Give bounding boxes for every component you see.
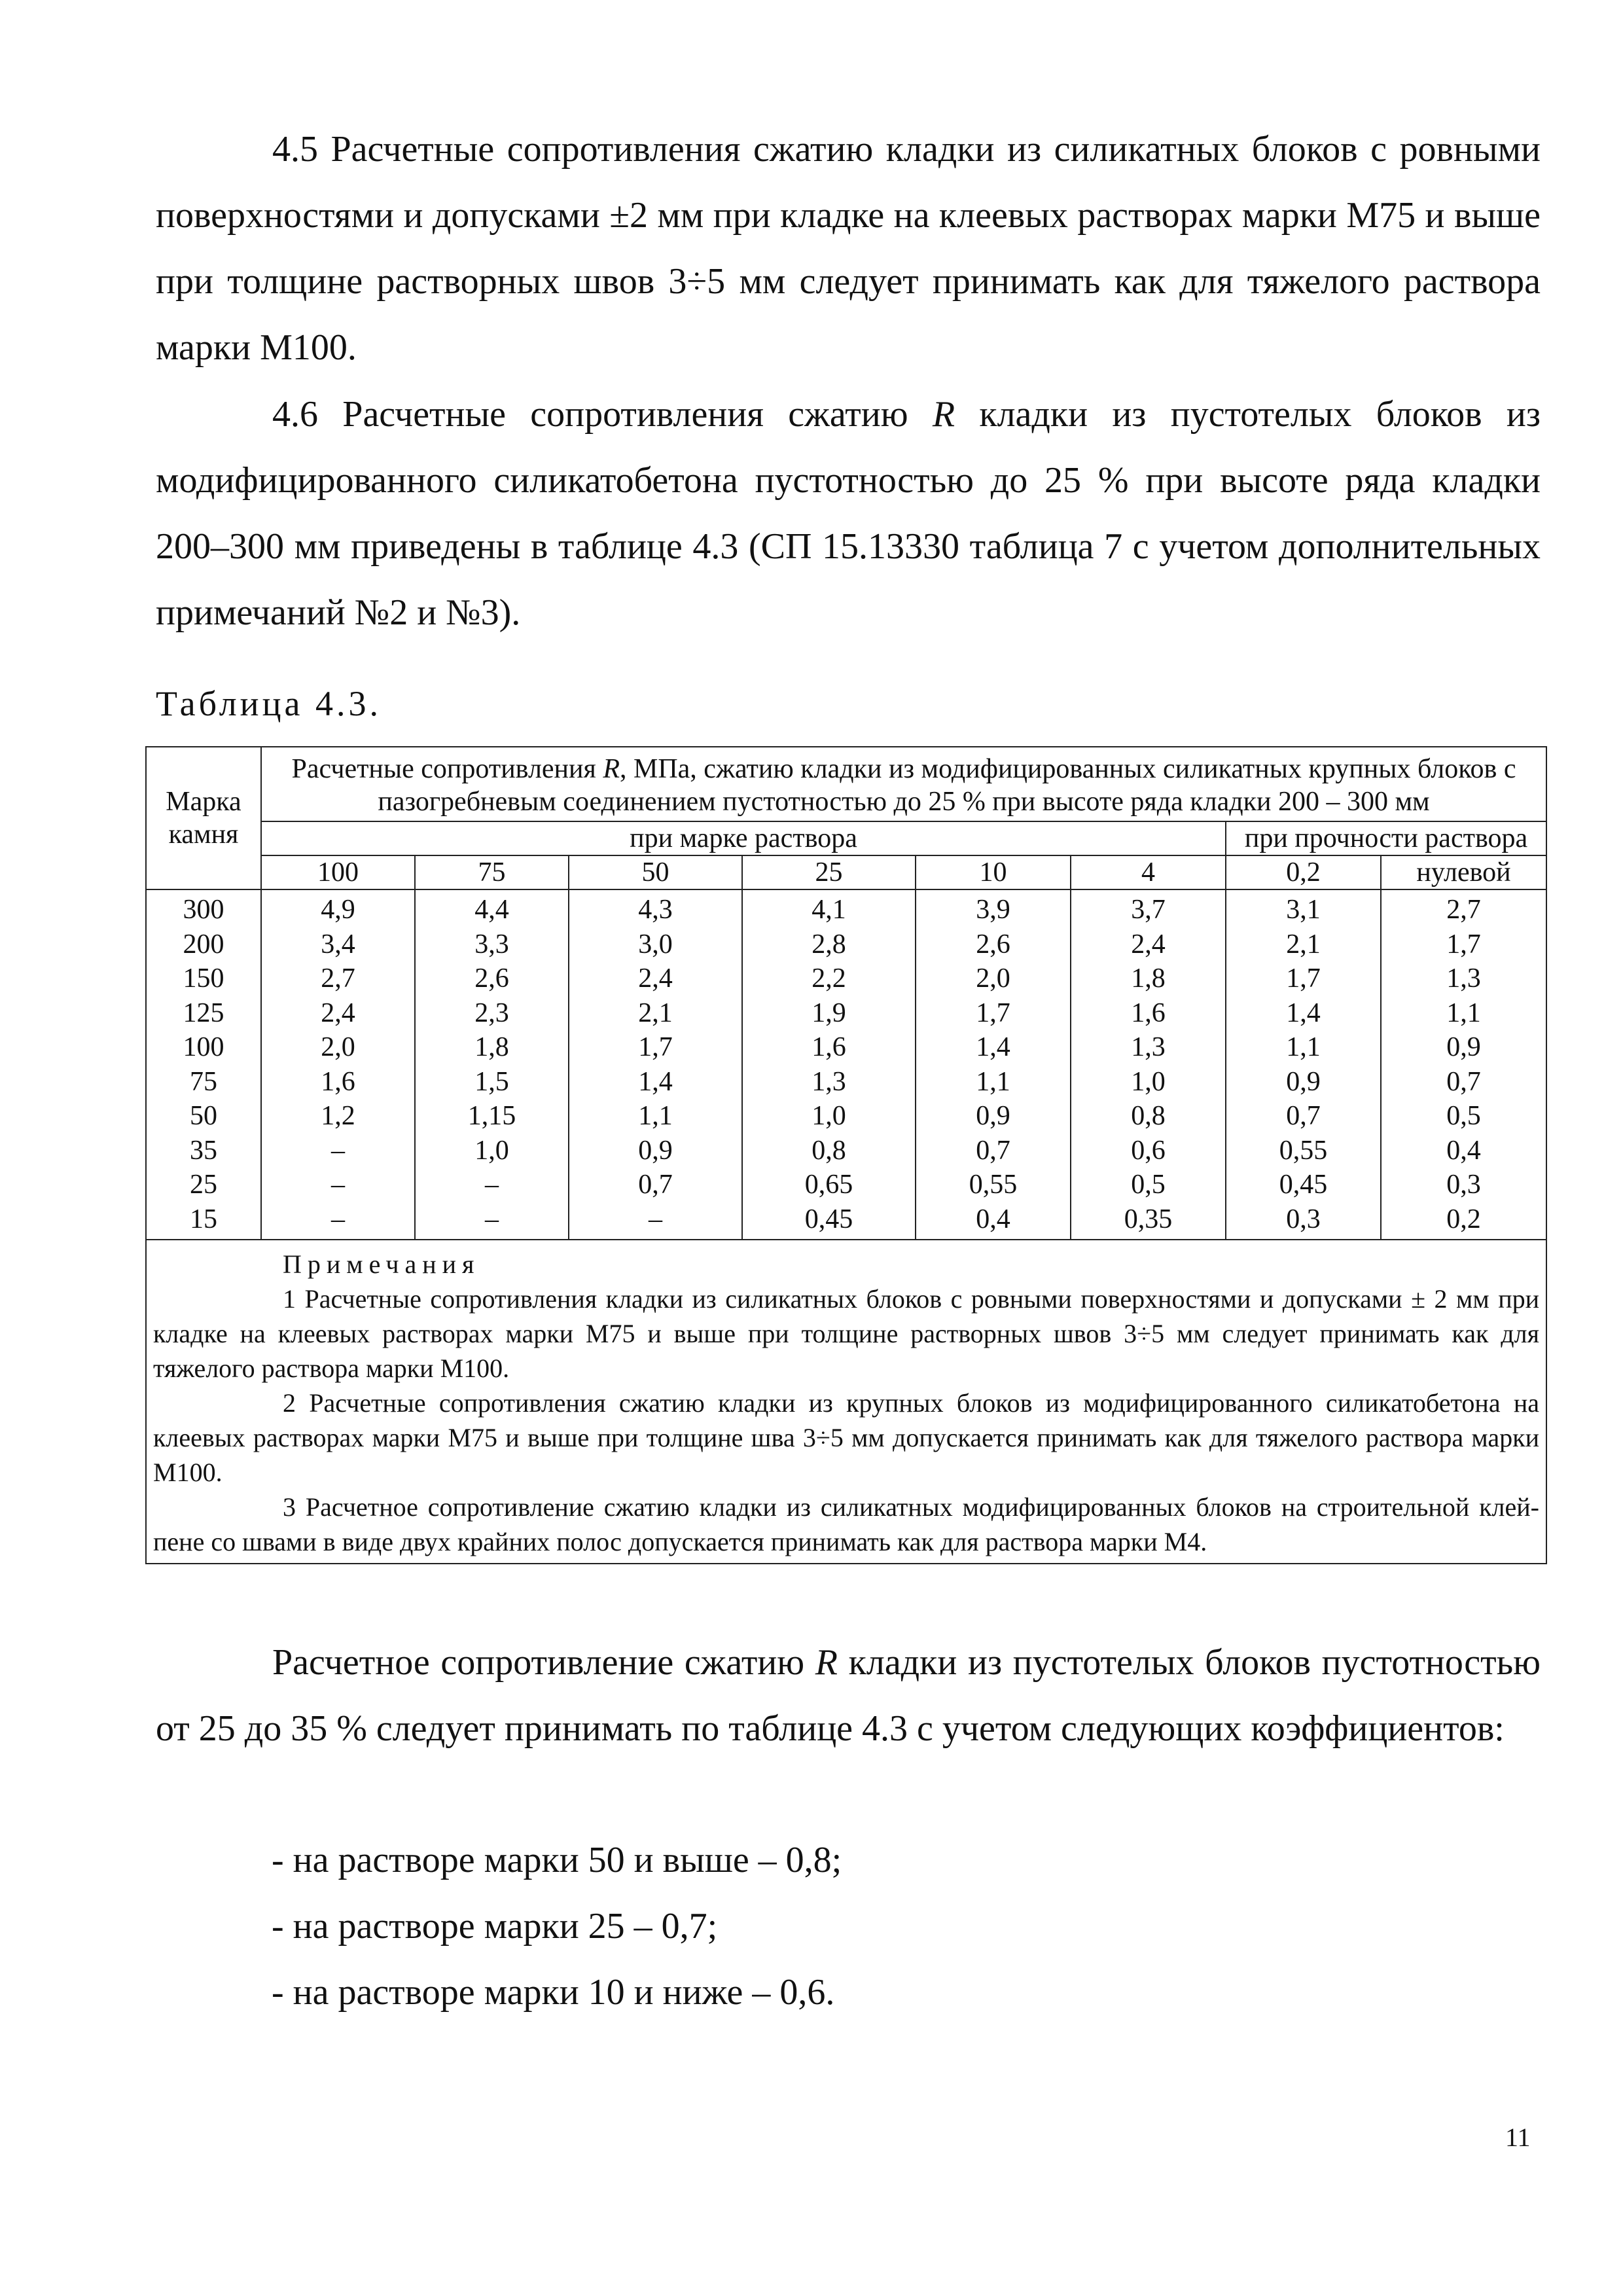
table-cell: 2,6 xyxy=(415,961,569,996)
table-cell: 1,0 xyxy=(742,1099,916,1134)
stone-grade-cell: 35 xyxy=(146,1134,261,1168)
table-cell: 1,9 xyxy=(742,996,916,1031)
paragraph-4-5: 4.5 Расчетные сопротивления сжатию кладки из силикатных блоков с ровными поверхностями и допусками ±2 мм при кладке на клеевых растворах марки М75 и выше при толщине растворных швов 3÷5 мм следует принимать как для тяжелого раствора марки М100. xyxy=(156,129,1541,368)
table-caption: Таблица 4.3. xyxy=(156,684,382,723)
table-cell: 1,4 xyxy=(569,1065,742,1100)
table-cell: 2,7 xyxy=(261,961,415,996)
table-cell: 1,3 xyxy=(1071,1030,1226,1065)
coefficient-item-1: - на растворе марки 50 и выше – 0,8; xyxy=(272,1840,842,1880)
table-cell: 0,7 xyxy=(1226,1099,1381,1134)
table-row xyxy=(146,927,1546,962)
table-cell: 4,4 xyxy=(415,889,569,927)
table-cell: 1,4 xyxy=(916,1030,1071,1065)
table-cell: 2,4 xyxy=(1071,927,1226,962)
table-cell: 0,8 xyxy=(742,1134,916,1168)
table-row xyxy=(146,1202,1546,1240)
table-cell: 0,9 xyxy=(1381,1030,1546,1065)
table-cell: 1,7 xyxy=(1381,927,1546,962)
page-number: 11 xyxy=(1505,2123,1531,2152)
table-cell: 3,1 xyxy=(1226,889,1381,927)
note-2: 2 Расчетные сопротивления сжатию кладки из крупных блоков из модифицированного силикатобетона на клеевых растворах марки М75 и выше при толщине шва 3÷5 мм допускается принимать как для тяжелого раствора марки М100. xyxy=(153,1388,1539,1487)
table-cell: 1,7 xyxy=(569,1030,742,1065)
stone-grade-cell: 125 xyxy=(146,996,261,1031)
table-cell: 0,3 xyxy=(1226,1202,1381,1240)
table-row xyxy=(146,1134,1546,1168)
table-cell: – xyxy=(261,1168,415,1202)
mortar-strength-header: при прочности раствора xyxy=(1226,821,1546,855)
table-cell: 2,8 xyxy=(742,927,916,962)
table-cell: 0,6 xyxy=(1071,1134,1226,1168)
table-row xyxy=(146,1065,1546,1100)
table-cell: 1,1 xyxy=(569,1099,742,1134)
table-cell: 0,55 xyxy=(916,1168,1071,1202)
table-cell: 1,1 xyxy=(1226,1030,1381,1065)
table-cell: 1,8 xyxy=(1071,961,1226,996)
table-cell: 0,5 xyxy=(1381,1099,1546,1134)
table-cell: 2,2 xyxy=(742,961,916,996)
table-cell: 0,7 xyxy=(1381,1065,1546,1100)
table-cell: 1,6 xyxy=(742,1030,916,1065)
column-header: 25 xyxy=(742,855,916,889)
column-header: 100 xyxy=(261,855,415,889)
stone-grade-cell: 100 xyxy=(146,1030,261,1065)
stone-grade-header: Марка камня xyxy=(146,747,261,889)
table-cell: 0,8 xyxy=(1071,1099,1226,1134)
table-cell: 1,0 xyxy=(415,1134,569,1168)
table-cell: 4,1 xyxy=(742,889,916,927)
table-cell: 3,0 xyxy=(569,927,742,962)
table-cell: 1,3 xyxy=(742,1065,916,1100)
table-row xyxy=(146,1168,1546,1202)
notes-title: Примечания xyxy=(283,1249,480,1279)
table-cell: – xyxy=(569,1202,742,1240)
table-cell: 0,45 xyxy=(742,1202,916,1240)
table-cell: 0,45 xyxy=(1226,1168,1381,1202)
table-cell: 2,4 xyxy=(569,961,742,996)
table-row xyxy=(146,996,1546,1031)
stone-grade-cell: 25 xyxy=(146,1168,261,1202)
table-cell: 2,6 xyxy=(916,927,1071,962)
table-4-3 xyxy=(145,746,1547,1564)
table-cell: – xyxy=(415,1168,569,1202)
stone-grade-cell: 200 xyxy=(146,927,261,962)
table-cell: 0,3 xyxy=(1381,1168,1546,1202)
table-cell: 1,6 xyxy=(261,1065,415,1100)
table-cell: 3,3 xyxy=(415,927,569,962)
table-cell: 1,7 xyxy=(1226,961,1381,996)
column-header: нулевой xyxy=(1381,855,1546,889)
table-cell: 0,4 xyxy=(916,1202,1071,1240)
table-cell: 2,4 xyxy=(261,996,415,1031)
table-cell: 1,2 xyxy=(261,1099,415,1134)
table-cell: 2,1 xyxy=(1226,927,1381,962)
table-cell: 0,35 xyxy=(1071,1202,1226,1240)
note-3: 3 Расчетное сопротивление сжатию кладки из силикатных модифицированных блоков на строительной клей-пене со швами в виде двух крайних полос допускается принимать как для раствора марки М4. xyxy=(153,1492,1539,1556)
table-cell: 1,0 xyxy=(1071,1065,1226,1100)
table-notes xyxy=(146,1240,1546,1564)
note-1: 1 Расчетные сопротивления кладки из силикатных блоков с ровными поверхностями и допусками ± 2 мм при кладке на клеевых растворах марки М75 и выше при толщине растворных швов 3÷5 мм следует принимать как для тяжелого раствора марки М100. xyxy=(153,1284,1539,1383)
table-cell: 0,65 xyxy=(742,1168,916,1202)
table-cell: 0,5 xyxy=(1071,1168,1226,1202)
table-cell: 1,4 xyxy=(1226,996,1381,1031)
table-cell: – xyxy=(261,1202,415,1240)
table-cell: 0,9 xyxy=(916,1099,1071,1134)
table-cell: 1,5 xyxy=(415,1065,569,1100)
table-cell: 2,1 xyxy=(569,996,742,1031)
table-cell: 1,1 xyxy=(1381,996,1546,1031)
stone-grade-cell: 15 xyxy=(146,1202,261,1240)
mortar-grade-header: при марке раствора xyxy=(261,821,1226,855)
table-cell: 2,7 xyxy=(1381,889,1546,927)
table-row xyxy=(146,1099,1546,1134)
stone-grade-cell: 150 xyxy=(146,961,261,996)
table-cell: 4,3 xyxy=(569,889,742,927)
table-cell: 1,8 xyxy=(415,1030,569,1065)
table-cell: 0,7 xyxy=(916,1134,1071,1168)
table-cell: – xyxy=(261,1134,415,1168)
table-cell: 1,7 xyxy=(916,996,1071,1031)
table-cell: 1,1 xyxy=(916,1065,1071,1100)
table-cell: 1,15 xyxy=(415,1099,569,1134)
table-cell: 0,7 xyxy=(569,1168,742,1202)
column-header: 75 xyxy=(415,855,569,889)
table-body xyxy=(146,889,1546,1240)
table-row xyxy=(146,889,1546,927)
column-header: 50 xyxy=(569,855,742,889)
stone-grade-cell: 50 xyxy=(146,1099,261,1134)
table-cell: 3,4 xyxy=(261,927,415,962)
paragraph-4-6: 4.6 Расчетные сопротивления сжатию R кладки из пустотелых блоков из модифицированного силикатобетона пустотностью до 25 % при высоте ряда кладки 200–300 мм приведены в таблице 4.3 (СП 15.13330 таблица 7 с учетом дополнительных примечаний №2 и №3). xyxy=(156,394,1541,633)
table-row xyxy=(146,961,1546,996)
stone-grade-cell: 75 xyxy=(146,1065,261,1100)
column-header: 0,2 xyxy=(1226,855,1381,889)
table-cell: 2,0 xyxy=(261,1030,415,1065)
table-cell: – xyxy=(415,1202,569,1240)
paragraph-after-table: Расчетное сопротивление сжатию R кладки из пустотелых блоков пустотностью от 25 до 35 % следует принимать по таблице 4.3 с учетом следующих коэффициентов: xyxy=(156,1642,1541,1749)
table-cell: 3,7 xyxy=(1071,889,1226,927)
table-row xyxy=(146,1030,1546,1065)
table-cell: 1,3 xyxy=(1381,961,1546,996)
table-cell: 2,0 xyxy=(916,961,1071,996)
column-header-row xyxy=(146,855,1546,889)
table-cell: 1,6 xyxy=(1071,996,1226,1031)
coefficient-item-2: - на растворе марки 25 – 0,7; xyxy=(272,1906,718,1946)
table-cell: 3,9 xyxy=(916,889,1071,927)
table-cell: 0,55 xyxy=(1226,1134,1381,1168)
table-cell: 2,3 xyxy=(415,996,569,1031)
table-cell: 4,9 xyxy=(261,889,415,927)
table-cell: 0,4 xyxy=(1381,1134,1546,1168)
table-cell: 0,9 xyxy=(1226,1065,1381,1100)
table-cell: 0,9 xyxy=(569,1134,742,1168)
column-header: 10 xyxy=(916,855,1071,889)
column-header: 4 xyxy=(1071,855,1226,889)
table-main-header: Расчетные сопротивления R, МПа, сжатию кладки из модифицированных силикатных крупных блоков с пазогребневым соединением пустотностью до 25 % при высоте ряда кладки 200 – 300 мм xyxy=(261,747,1546,821)
table-cell: 0,2 xyxy=(1381,1202,1546,1240)
stone-grade-cell: 300 xyxy=(146,889,261,927)
coefficient-item-3: - на растворе марки 10 и ниже – 0,6. xyxy=(272,1972,835,2013)
